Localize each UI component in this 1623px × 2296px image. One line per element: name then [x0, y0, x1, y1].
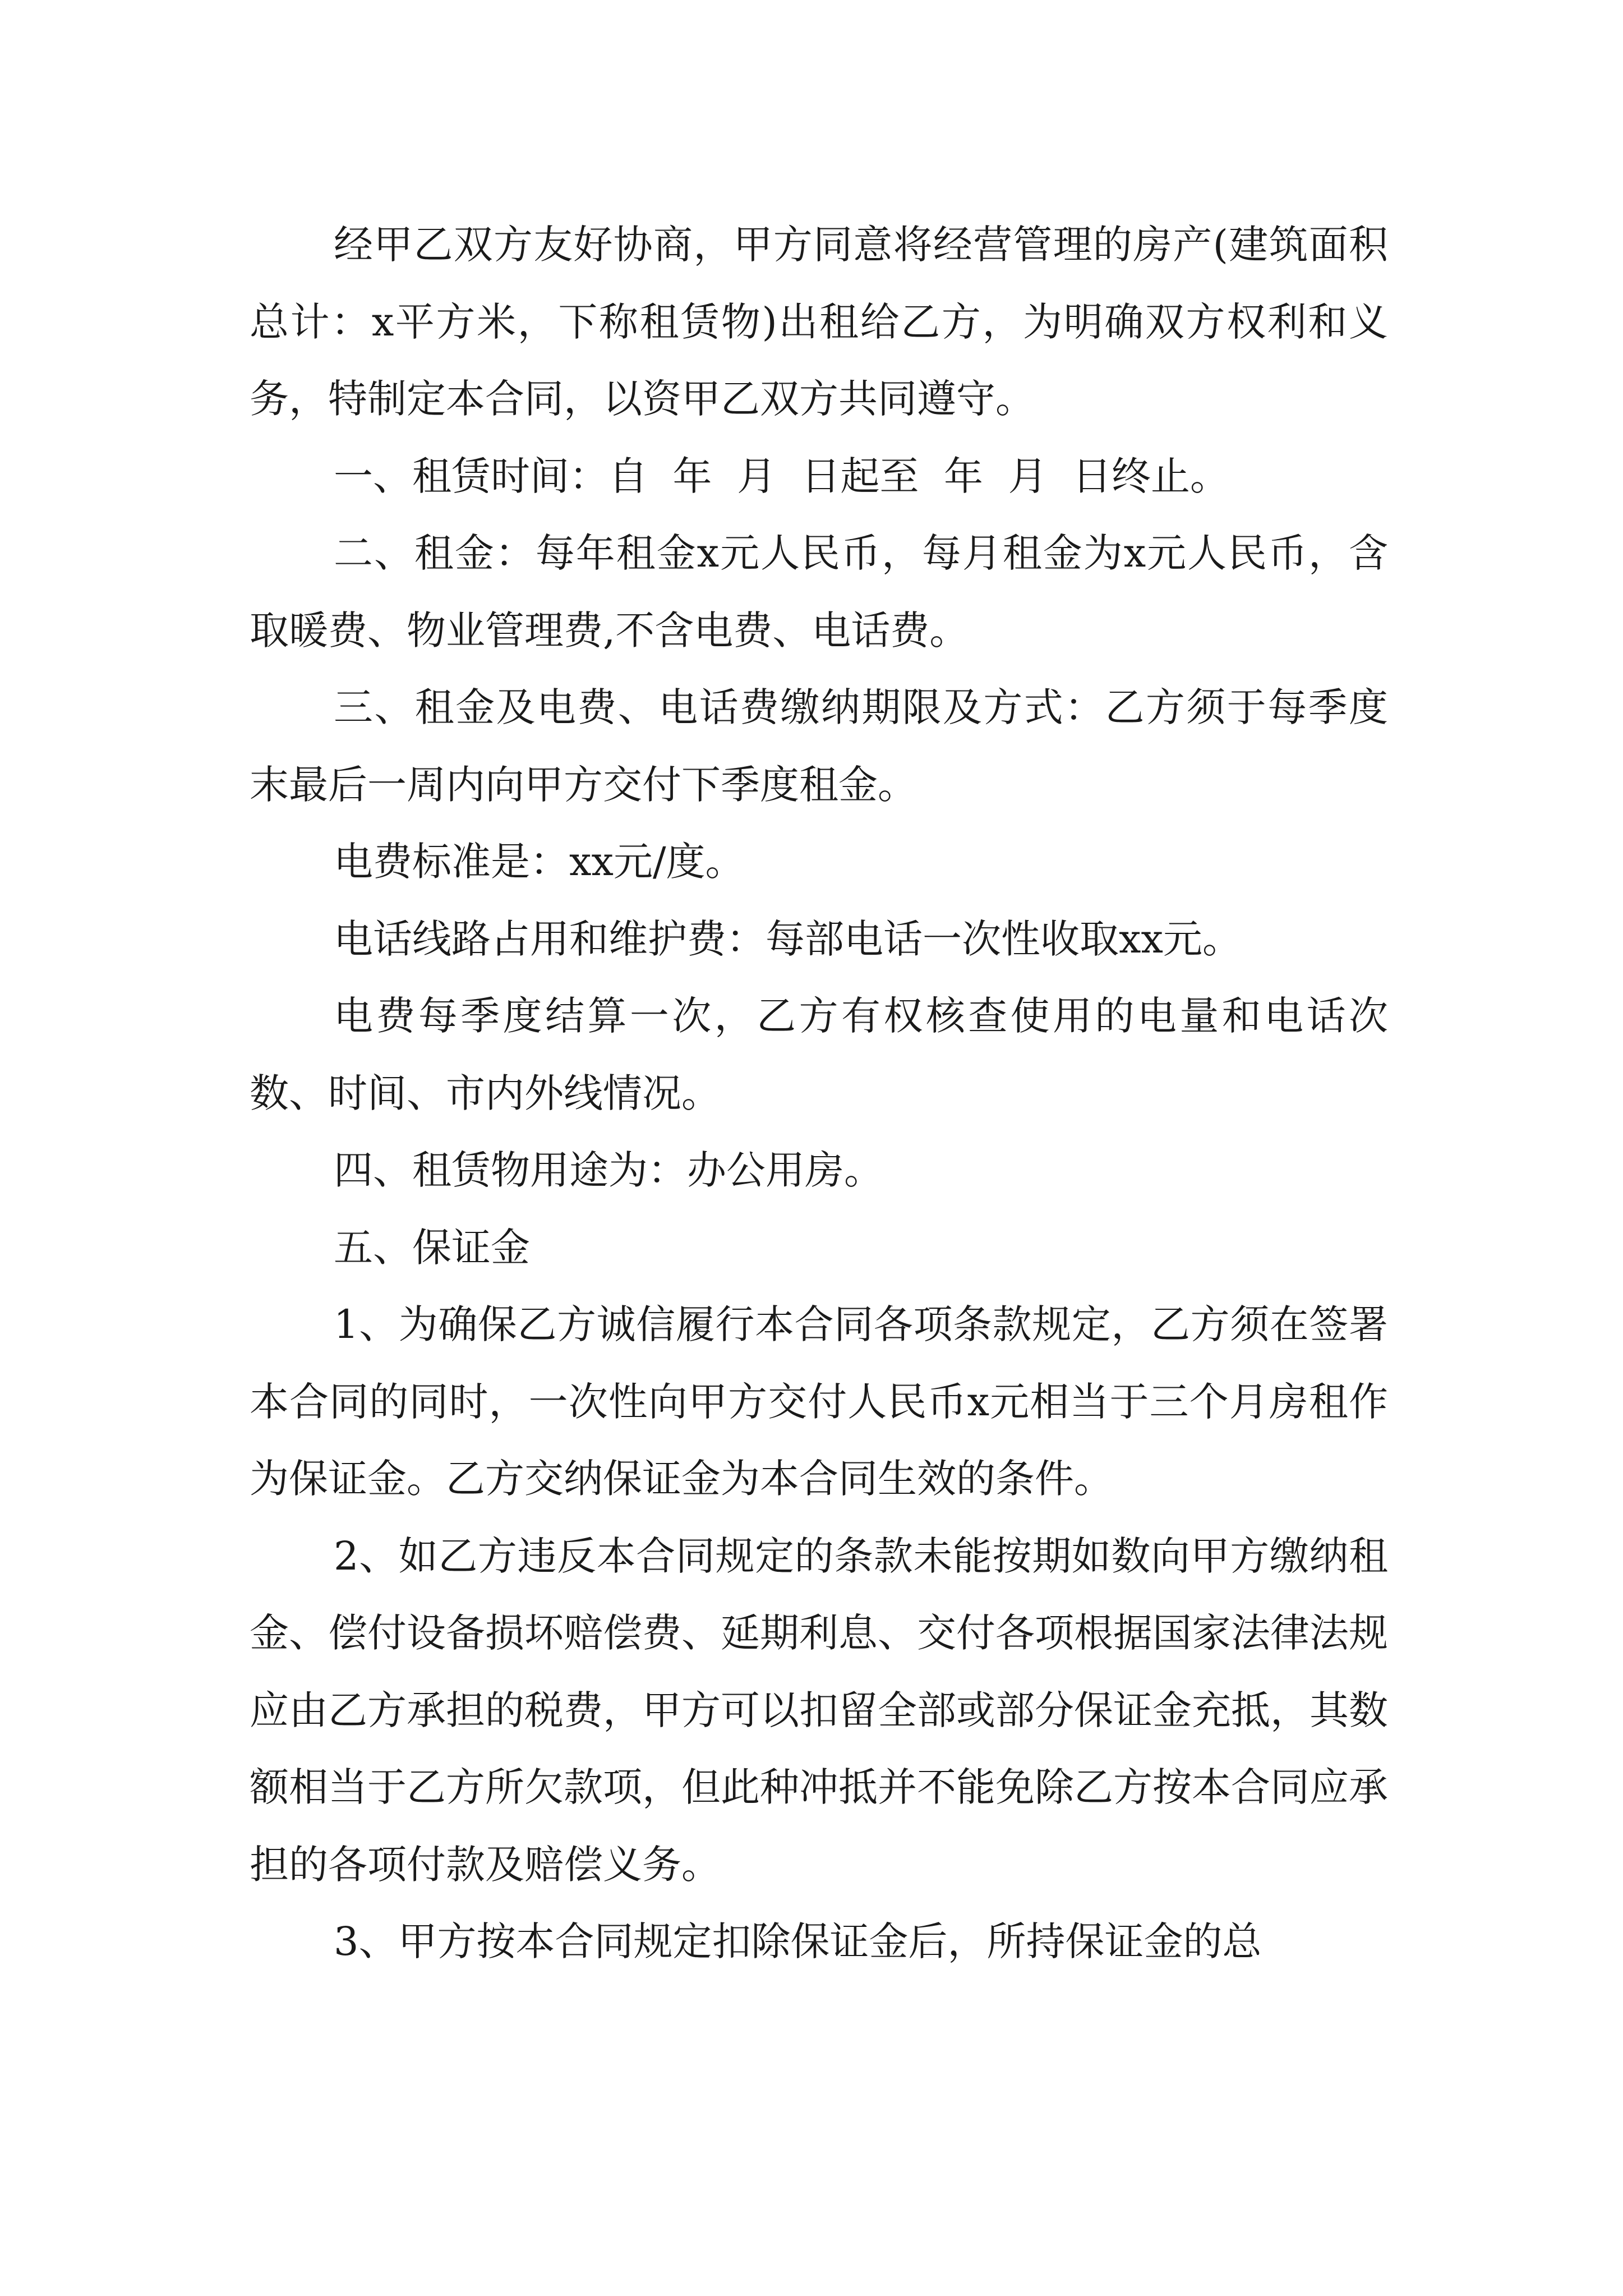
section-heading-deposit: 五、保证金	[334, 1224, 530, 1271]
paragraph-phone-fee: 电话线路占用和维护费：每部电话一次性收取xx元。	[334, 915, 1242, 962]
paragraph-deposit-1: 1、为确保乙方诚信履行本合同各项条款规定，乙方须在签署本合同的同时，一次性向甲方交付人民币x元相当于三个月房租作为保证金。乙方交纳保证金为本合同生效的条件。	[250, 1301, 1388, 1502]
paragraph-rent: 二、租金：每年租金x元人民币，每月租金为x元人民币，含取暖费、物业管理费,不含电费、电话费。	[250, 530, 1388, 654]
paragraph-settlement: 电费每季度结算一次，乙方有权核查使用的电量和电话次数、时间、市内外线情况。	[250, 993, 1388, 1116]
paragraph-deposit-2: 2、如乙方违反本合同规定的条款未能按期如数向甲方缴纳租金、偿付设备损坏赔偿费、延期利息、交付各项根据国家法律法规应由乙方承担的税费，甲方可以扣留全部或部分保证金充抵，其数额相当于乙方所欠款项，但此种冲抵并不能免除乙方按本合同应承担的各项付款及赔偿义务。	[250, 1533, 1388, 1888]
paragraph-lease-term: 一、租赁时间：自 年 月 日起至 年 月 日终止。	[334, 453, 1230, 499]
paragraph-intro: 经甲乙双方友好协商，甲方同意将经营管理的房产(建筑面积总计：x平方米，下称租赁物)出租给乙方，为明确双方权利和义务，特制定本合同，以资甲乙双方共同遵守。	[250, 222, 1388, 422]
paragraph-electricity-rate: 电费标准是：xx元/度。	[334, 839, 745, 885]
document-body	[250, 206, 1388, 1981]
paragraph-usage: 四、租赁物用途为：办公用房。	[334, 1147, 883, 1193]
paragraph-payment-terms: 三、租金及电费、电话费缴纳期限及方式：乙方须于每季度末最后一周内向甲方交付下季度租金。	[250, 684, 1388, 808]
paragraph-deposit-3: 3、甲方按本合同规定扣除保证金后，所持保证金的总	[334, 1918, 1262, 1964]
